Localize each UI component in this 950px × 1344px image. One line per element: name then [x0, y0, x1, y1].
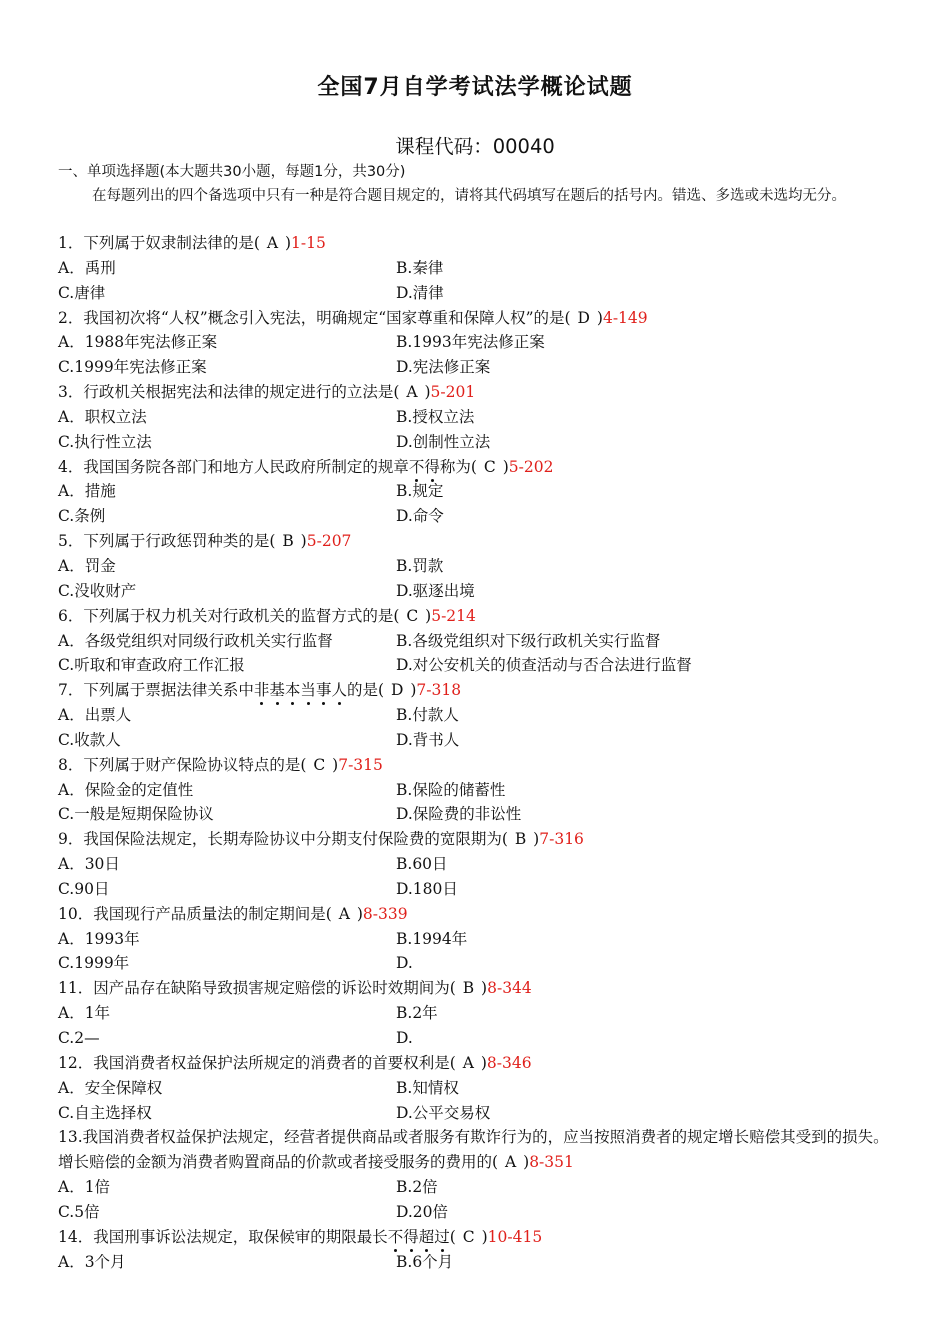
emphasized-text: [388, 1228, 450, 1246]
option-choice: D.背书人: [396, 730, 460, 749]
closing-paren: ): [356, 904, 363, 923]
question-text: 12．我国消费者权益保护法所规定的消费者的首要权利是(: [58, 1053, 456, 1072]
option-choice: B.2倍: [396, 1178, 438, 1197]
option-row: [58, 1076, 898, 1101]
option-row: [58, 728, 898, 753]
closing-paren: ): [300, 532, 307, 551]
option-choice: B.60日: [396, 855, 448, 874]
question-text: 9．我国保险法规定，长期寿险协议中分期支付保险费的宽限期为(: [58, 830, 508, 849]
answer-key: C: [457, 1227, 480, 1246]
question-text-tail: 的是(: [346, 681, 385, 700]
question-item: [58, 976, 898, 1051]
answer-key: A: [457, 1053, 479, 1072]
closing-paren: ): [596, 308, 603, 327]
option-choice: C.没收财产: [58, 581, 137, 600]
option-choice: D.创制性立法: [396, 432, 491, 451]
option-choice: A．措施: [58, 482, 116, 501]
page-reference: 7-318: [416, 681, 462, 700]
option-row: [58, 355, 898, 380]
emphasis-char: 得: [424, 457, 440, 476]
closing-paren: ): [502, 457, 509, 476]
option-choice: A．保险金的定值性: [58, 780, 194, 799]
option-row: [58, 653, 898, 678]
page-reference: 1-15: [291, 234, 326, 252]
option-row: [58, 256, 898, 281]
option-choice: A．职权立法: [58, 407, 147, 426]
option-row: [58, 877, 898, 902]
option-row: [58, 1250, 898, 1275]
closing-paren: ): [284, 234, 292, 252]
option-row: [58, 927, 898, 952]
option-row: [58, 802, 898, 827]
option-row: [58, 1175, 898, 1200]
section-heading: 一、单项选择题(本大题共30小题，每题1分，共30分): [58, 164, 406, 180]
option-row: [58, 1200, 898, 1225]
option-choice: C.2—: [58, 1029, 100, 1047]
question-text: 13.我国消费者权益保护法规定，经营者提供商品或者服务有欺诈行为的，应当按照消费者的规定增长赔偿其受到的损失。增长赔偿的金额为消费者购置商品的价款或者接受服务的费用的(: [58, 1128, 889, 1172]
page-reference: 7-316: [539, 830, 584, 849]
option-choice: B.1994年: [396, 929, 468, 948]
option-choice: D.宪法修正案: [396, 358, 491, 377]
option-choice: A．禹刑: [58, 258, 116, 277]
question-item: [58, 455, 898, 530]
option-row: [58, 504, 898, 529]
option-choice: C.5倍: [58, 1202, 100, 1221]
answer-key: A: [261, 234, 283, 252]
option-choice: A．1988年宪法修正案: [58, 333, 218, 352]
option-choice: D.清律: [396, 283, 444, 302]
option-choice: C.1999年: [58, 954, 130, 973]
option-choice: B.付款人: [396, 706, 459, 725]
emphasis-char: 过: [434, 1227, 450, 1246]
answer-key: A: [333, 904, 355, 923]
question-text: 1．下列属于奴隶制法律的是(: [58, 234, 260, 252]
closing-paren: ): [424, 383, 431, 402]
option-choice: A．各级党组织对同级行政机关实行监督: [58, 631, 333, 650]
question-stem: [58, 827, 898, 852]
answer-key: D: [386, 681, 409, 700]
emphasized-text: [409, 458, 440, 476]
question-item: [58, 306, 898, 381]
closing-paren: ): [425, 606, 432, 625]
option-row: [58, 579, 898, 604]
question-stem: [58, 455, 898, 480]
question-item: [58, 753, 898, 828]
option-choice: A．1993年: [58, 929, 140, 948]
option-choice: B.规定: [396, 482, 444, 501]
option-choice: C.听取和审查政府工作汇报: [58, 656, 245, 675]
emphasis-char: 超: [418, 1227, 435, 1246]
page-reference: 8-346: [486, 1053, 532, 1072]
question-item: [58, 380, 898, 455]
question-stem: [58, 529, 898, 554]
option-choice: A．出票人: [58, 706, 132, 725]
question-stem: [58, 902, 898, 927]
question-text-tail: (: [449, 1227, 456, 1246]
question-text: 6．下列属于权力机关对行政机关的监督方式的是(: [58, 606, 400, 625]
answer-key: B: [457, 979, 480, 998]
option-choice: A．3个月: [58, 1252, 126, 1271]
option-row: [58, 405, 898, 430]
question-item: [58, 678, 898, 753]
page-reference: 5-202: [508, 457, 554, 476]
page-title: 全国7月自学考试法学概论试题: [317, 75, 633, 100]
answer-key: D: [572, 308, 595, 327]
option-choice: A．罚金: [58, 556, 116, 575]
option-row: [58, 1026, 898, 1051]
option-choice: D.保险费的非讼性: [396, 805, 522, 824]
option-choice: D.: [396, 954, 413, 973]
option-row: [58, 1001, 898, 1026]
closing-paren: ): [523, 1153, 530, 1172]
page-reference: 5-214: [431, 606, 476, 625]
emphasis-char: 事: [315, 681, 332, 700]
option-choice: D.: [396, 1029, 413, 1047]
option-row: [58, 281, 898, 306]
question-text-tail: 称为(: [439, 457, 477, 476]
closing-paren: ): [480, 1053, 487, 1072]
question-stem: [58, 231, 898, 256]
question-stem: [58, 604, 898, 629]
question-text: 2．我国初次将“人权”概念引入宪法，明确规定“国家尊重和保障人权”的是(: [58, 308, 571, 327]
closing-paren: ): [533, 830, 540, 849]
option-choice: B.授权立法: [396, 407, 475, 426]
emphasis-char: 不: [408, 457, 425, 476]
option-choice: B.保险的储蓄性: [396, 780, 506, 799]
page-reference: 8-339: [362, 904, 408, 923]
page-reference: 10-415: [487, 1227, 543, 1246]
emphasis-char: 基: [269, 681, 285, 700]
page-reference: 5-201: [430, 383, 476, 402]
question-item: [58, 231, 898, 306]
question-stem: [58, 678, 898, 703]
question-item: [58, 902, 898, 977]
option-choice: D.命令: [396, 507, 444, 526]
answer-key: B: [509, 830, 532, 849]
question-text: 5．下列属于行政惩罚种类的是(: [58, 532, 276, 551]
question-stem: [58, 753, 898, 778]
option-choice: B.各级党组织对下级行政机关实行监督: [396, 631, 661, 650]
option-row: [58, 703, 898, 728]
option-row: [58, 1101, 898, 1126]
question-item: [58, 604, 898, 679]
option-choice: D.公平交易权: [396, 1103, 491, 1122]
option-choice: B.1993年宪法修正案: [396, 333, 545, 352]
emphasized-text: [254, 681, 347, 699]
page-reference: 5-207: [306, 532, 352, 551]
option-choice: D.20倍: [396, 1202, 449, 1221]
instructions: 在每题列出的四个备选项中只有一种是符合题目规定的，请将其代码填写在题后的括号内。错选、多选或未选均无分。: [92, 188, 846, 204]
option-choice: D.180日: [396, 879, 458, 898]
option-row: [58, 430, 898, 455]
emphasis-char: 本: [284, 681, 301, 700]
option-row: [58, 629, 898, 654]
answer-key: C: [478, 457, 501, 476]
option-choice: C.条例: [58, 507, 106, 526]
question-item: [58, 1125, 898, 1224]
question-list: [58, 231, 898, 1274]
question-text: 11．因产品存在缺陷导致损害规定赔偿的诉讼时效期间为(: [58, 979, 456, 998]
closing-paren: ): [332, 755, 339, 774]
option-choice: A．1倍: [58, 1178, 111, 1197]
closing-paren: ): [481, 979, 488, 998]
option-choice: C.1999年宪法修正案: [58, 358, 207, 377]
emphasis-char: 不: [387, 1227, 404, 1246]
option-row: [58, 951, 898, 976]
option-choice: D.驱逐出境: [396, 581, 475, 600]
question-text: 10．我国现行产品质量法的制定期间是(: [58, 904, 332, 923]
question-item: [58, 1051, 898, 1126]
option-choice: A．安全保障权: [58, 1078, 163, 1097]
option-choice: B.2年: [396, 1004, 438, 1023]
question-text: 4．我国国务院各部门和地方人民政府所制定的规章: [58, 457, 409, 476]
page-reference: 8-351: [529, 1153, 574, 1172]
option-row: [58, 778, 898, 803]
page-reference: 4-149: [602, 308, 648, 327]
answer-key: A: [401, 383, 423, 402]
question-stem: [58, 976, 898, 1001]
option-choice: A．1年: [58, 1004, 111, 1023]
option-row: [58, 330, 898, 355]
answer-key: C: [401, 606, 424, 625]
question-item: [58, 827, 898, 902]
option-choice: B.知情权: [396, 1078, 459, 1097]
option-choice: B.罚款: [396, 556, 444, 575]
option-choice: C.唐律: [58, 283, 106, 302]
emphasis-char: 非: [253, 681, 270, 700]
option-row: [58, 479, 898, 504]
option-choice: D.对公安机关的侦查活动与否合法进行监督: [396, 656, 692, 675]
closing-paren: ): [410, 681, 417, 700]
question-text: 14．我国刑事诉讼法规定，取保候审的期限最长: [58, 1227, 388, 1246]
option-choice: C.自主选择权: [58, 1103, 152, 1122]
option-choice: C.一般是短期保险协议: [58, 805, 214, 824]
question-stem: [58, 306, 898, 331]
emphasis-char: 人: [331, 681, 347, 700]
answer-key: A: [500, 1153, 522, 1172]
question-text: 8．下列属于财产保险协议特点的是(: [58, 755, 307, 774]
option-row: [58, 852, 898, 877]
emphasis-char: 当: [300, 681, 316, 700]
emphasis-char: 得: [403, 1227, 419, 1246]
question-stem: [58, 1051, 898, 1076]
closing-paren: ): [481, 1227, 488, 1246]
answer-key: B: [277, 532, 299, 551]
question-item: [58, 1225, 898, 1275]
page-reference: 7-315: [338, 755, 383, 774]
question-text: 7．下列属于票据法律关系中: [58, 681, 254, 700]
option-choice: C.执行性立法: [58, 432, 152, 451]
answer-key: C: [308, 755, 331, 774]
option-choice: C.90日: [58, 879, 110, 898]
option-choice: A．30日: [58, 855, 120, 874]
question-stem: [58, 380, 898, 405]
option-choice: C.收款人: [58, 730, 121, 749]
course-code: 课程代码：00040: [395, 135, 555, 158]
option-choice: B.秦律: [396, 258, 444, 277]
question-text: 3．行政机关根据宪法和法律的规定进行的立法是(: [58, 383, 400, 402]
option-choice: B.6个月: [396, 1252, 454, 1271]
question-stem: [58, 1225, 898, 1250]
question-item: [58, 529, 898, 604]
option-row: [58, 554, 898, 579]
page-reference: 8-344: [487, 979, 532, 998]
question-stem: [58, 1125, 898, 1175]
